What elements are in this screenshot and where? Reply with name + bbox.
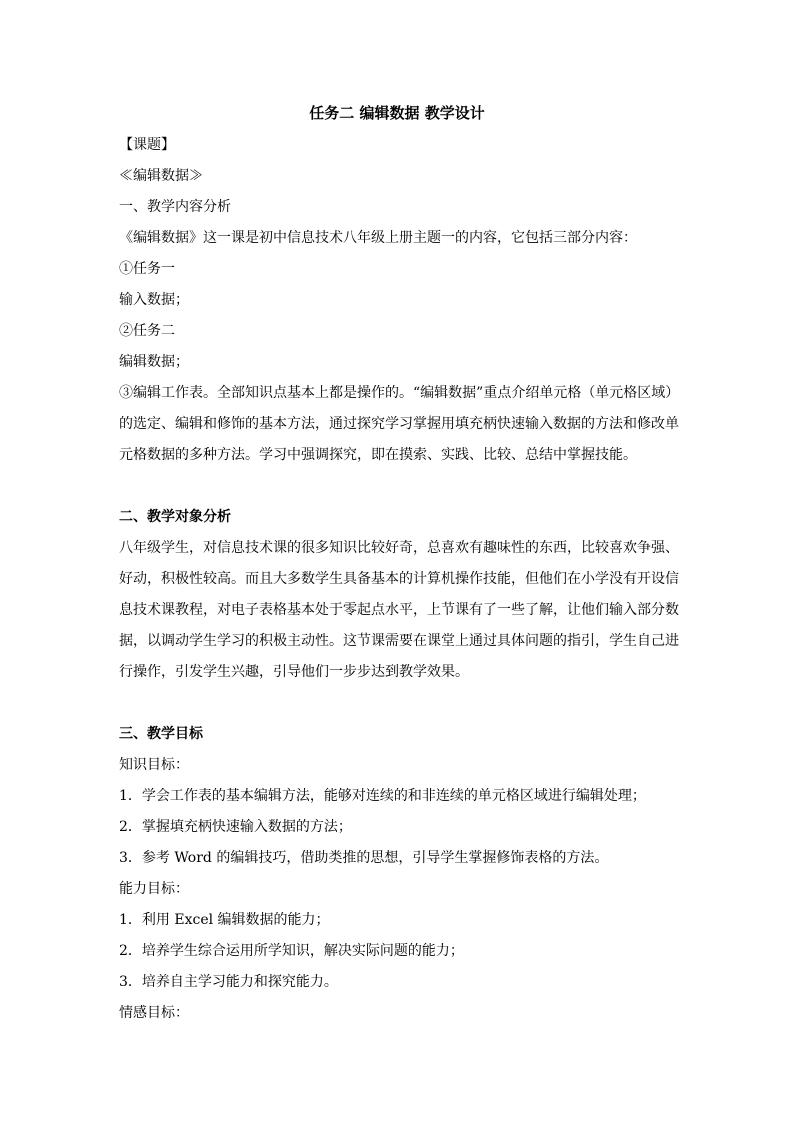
- ability-goal-item: 3．培养自主学习能力和探究能力。: [119, 974, 338, 990]
- emotion-goals-label: 情感目标：: [119, 1005, 189, 1021]
- document-body: [119, 130, 679, 1029]
- section1-intro: 《编辑数据》这一课是初中信息技术八年级上册主题一的内容，它包括三部分内容：: [119, 230, 637, 246]
- blank-line: [119, 688, 679, 719]
- knowledge-goals-label: 知识目标：: [119, 757, 189, 773]
- section1-item3-paragraph: ③编辑工作表。全部知识点基本上都是操作的。“编辑数据”重点介绍单元格（单元格区域）的选定、编辑和修饰的基本方法，通过探究学习掌握用填充柄快速输入数据的方法和修改单元格数据的多种方法。学习中强调探究，即在摸索、实践、比较、总结中掌握技能。: [119, 385, 679, 463]
- ability-goals-label: 能力目标：: [119, 881, 189, 897]
- knowledge-goal-item: 1．学会工作表的基本编辑方法，能够对连续的和非连续的单元格区域进行编辑处理；: [119, 788, 646, 804]
- knowledge-goal-item: 2．掌握填充柄快速输入数据的方法；: [119, 819, 352, 835]
- section3-heading: 三、教学目标: [119, 726, 203, 742]
- section1-heading: 一、教学内容分析: [119, 199, 231, 215]
- section1-item1-text: 输入数据；: [119, 292, 189, 308]
- section2-paragraph: 八年级学生，对信息技术课的很多知识比较好奇，总喜欢有趣味性的东西，比较喜欢争强、好动，积极性较高。而且大多数学生具备基本的计算机操作技能，但他们在小学没有开设信息技术课教程，对电子表格基本处于零起点水平，上节课有了一些了解，让他们输入部分数据，以调动学生学习的积极主动性。这节课需要在课堂上通过具体问题的指引，学生自己进行操作，引发学生兴趣，引导他们一步步达到教学效果。: [119, 540, 679, 680]
- section1-item2-label: ②任务二: [119, 323, 175, 339]
- topic-label: 【课题】: [119, 137, 175, 153]
- section1-item2-text: 编辑数据；: [119, 354, 189, 370]
- knowledge-goal-item: 3．参考 Word 的编辑技巧，借助类推的思想，引导学生掌握修饰表格的方法。: [119, 850, 609, 866]
- section2-heading: 二、教学对象分析: [119, 509, 231, 525]
- section1-item1-label: ①任务一: [119, 261, 175, 277]
- document-title: 任务二 编辑数据 教学设计: [309, 104, 485, 122]
- blank-line: [119, 471, 679, 502]
- ability-goal-item: 1．利用 Excel 编辑数据的能力；: [119, 912, 330, 928]
- ability-goal-item: 2．培养学生综合运用所学知识，解决实际问题的能力；: [119, 943, 464, 959]
- topic-name: ≪编辑数据≫: [119, 168, 203, 184]
